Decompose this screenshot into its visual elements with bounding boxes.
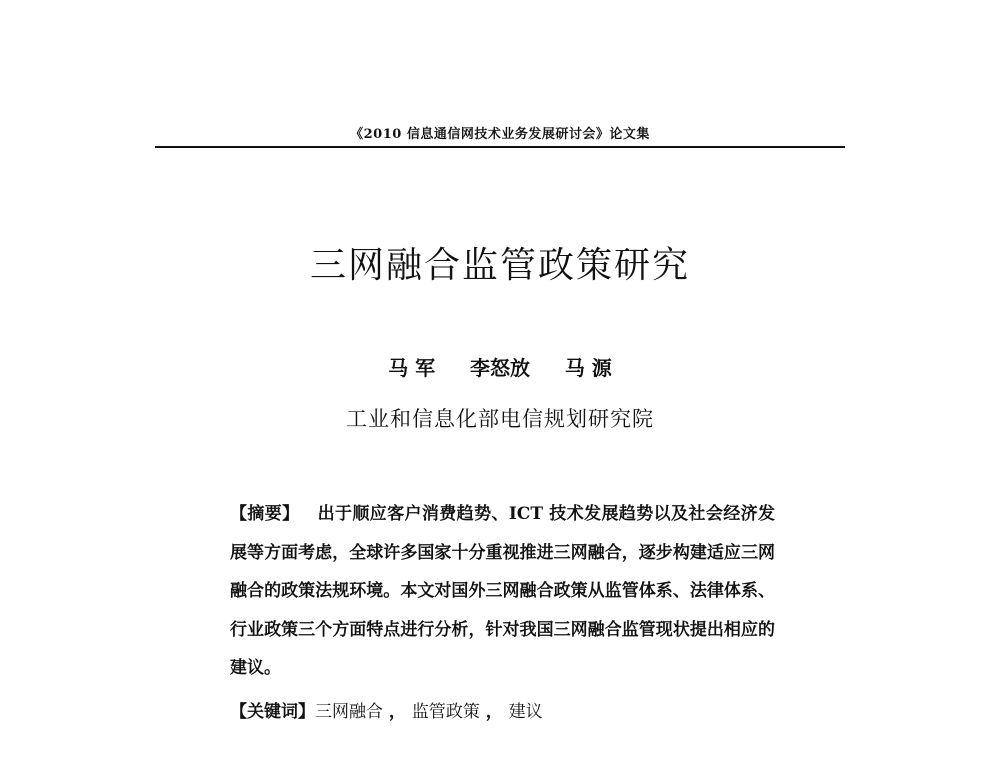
keyword: 监管政策: [411, 702, 480, 722]
author-name: 李怒放: [470, 356, 530, 380]
author-name: 马 源: [564, 356, 612, 380]
keyword-separator: ，: [479, 702, 509, 722]
paper-title: 三网融合监管政策研究: [309, 245, 690, 286]
keywords-label: 【关键词】: [230, 702, 315, 722]
author-list: [0, 352, 1000, 381]
header-rule: [155, 146, 845, 148]
running-header: 《2010 信息通信网技术业务发展研讨会》论文集: [350, 127, 650, 142]
keyword: 建议: [508, 702, 543, 722]
author-name: 马 军: [388, 356, 436, 380]
affiliation: 工业和信息化部电信规划研究院: [346, 407, 654, 431]
keyword-separator: ，: [383, 702, 412, 722]
keyword: 三网融合: [315, 702, 383, 722]
abstract-text: 出于顺应客户消费趋势、ICT 技术发展趋势以及社会经济发展等方面考虑，全球许多国家十分重视推进三网融合，逐步构建适应三网融合的政策法规环境。本文对国外三网融合政策从监管体系、法律体系、行业政策三个方面特点进行分析，针对我国三网融合监管现状提出相应的建议。: [230, 504, 775, 678]
abstract: [230, 495, 775, 688]
keywords: [230, 697, 775, 722]
abstract-label: 【摘要】: [230, 504, 300, 524]
